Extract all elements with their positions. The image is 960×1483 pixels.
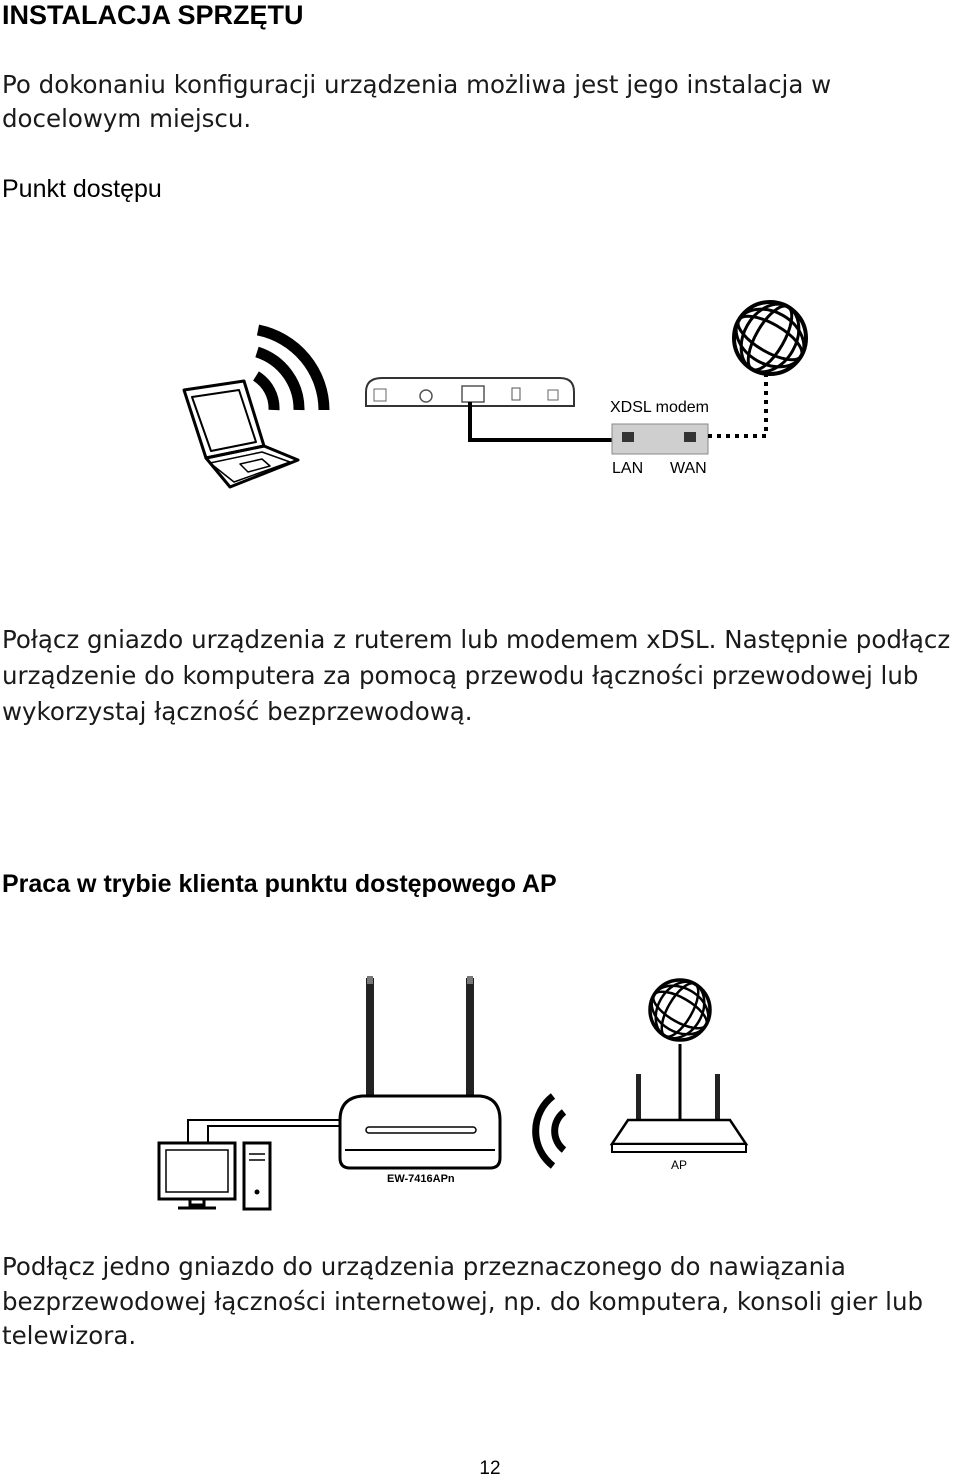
wifi-waves-icon [256, 330, 324, 410]
section-1-line-2: urządzenie do komputera za pomocą przewodu łączności przewodowej lub [2, 661, 919, 690]
access-point-device [366, 378, 574, 406]
wan-port-icon [684, 432, 696, 442]
section-2-line-2: bezprzewodowej łączności internetowej, np. do komputera, konsoli gier lub [2, 1287, 924, 1316]
page-number: 12 [479, 1458, 501, 1479]
router-model-label: EW-7416APn [387, 1173, 455, 1185]
page-heading: INSTALACJA SPRZĘTU [2, 0, 304, 30]
ap-label: AP [671, 1158, 688, 1172]
intro-line-1: Po dokonaniu konfiguracji urządzenia możliwa jest jego instalacja w [2, 70, 832, 99]
ap-client-diagram [0, 960, 960, 1220]
section-1-title: Punkt dostępu [2, 175, 162, 203]
section-1-line-3: wykorzystaj łączność bezprzewodową. [2, 697, 473, 726]
wan-label: WAN [670, 460, 707, 477]
globe-icon [726, 294, 814, 382]
xdsl-modem-device [612, 424, 708, 454]
lan-label: LAN [612, 460, 644, 477]
section-2-line-1: Podłącz jedno gniazdo do urządzenia przeznaczonego do nawiązania [2, 1252, 846, 1281]
access-point-diagram [0, 270, 960, 500]
desktop-computer-icon [159, 1143, 270, 1209]
router-device [340, 976, 500, 1168]
laptop-icon [184, 381, 298, 487]
dsl-line [708, 372, 766, 436]
section-2-title: Praca w trybie klienta punktu dostępowego AP [2, 870, 557, 898]
wifi-waves-icon [536, 1096, 564, 1166]
intro-line-2: docelowym miejscu. [2, 104, 252, 133]
ethernet-cables [188, 1120, 340, 1143]
section-2-line-3: telewizora. [2, 1321, 137, 1350]
section-1-line-1: Połącz gniazdo urządzenia z ruterem lub modemem xDSL. Następnie podłącz [2, 625, 951, 654]
lan-port-icon [622, 432, 634, 442]
globe-icon [643, 973, 717, 1047]
xdsl-modem-label: XDSL modem [610, 399, 709, 416]
ethernet-cable [470, 402, 614, 440]
